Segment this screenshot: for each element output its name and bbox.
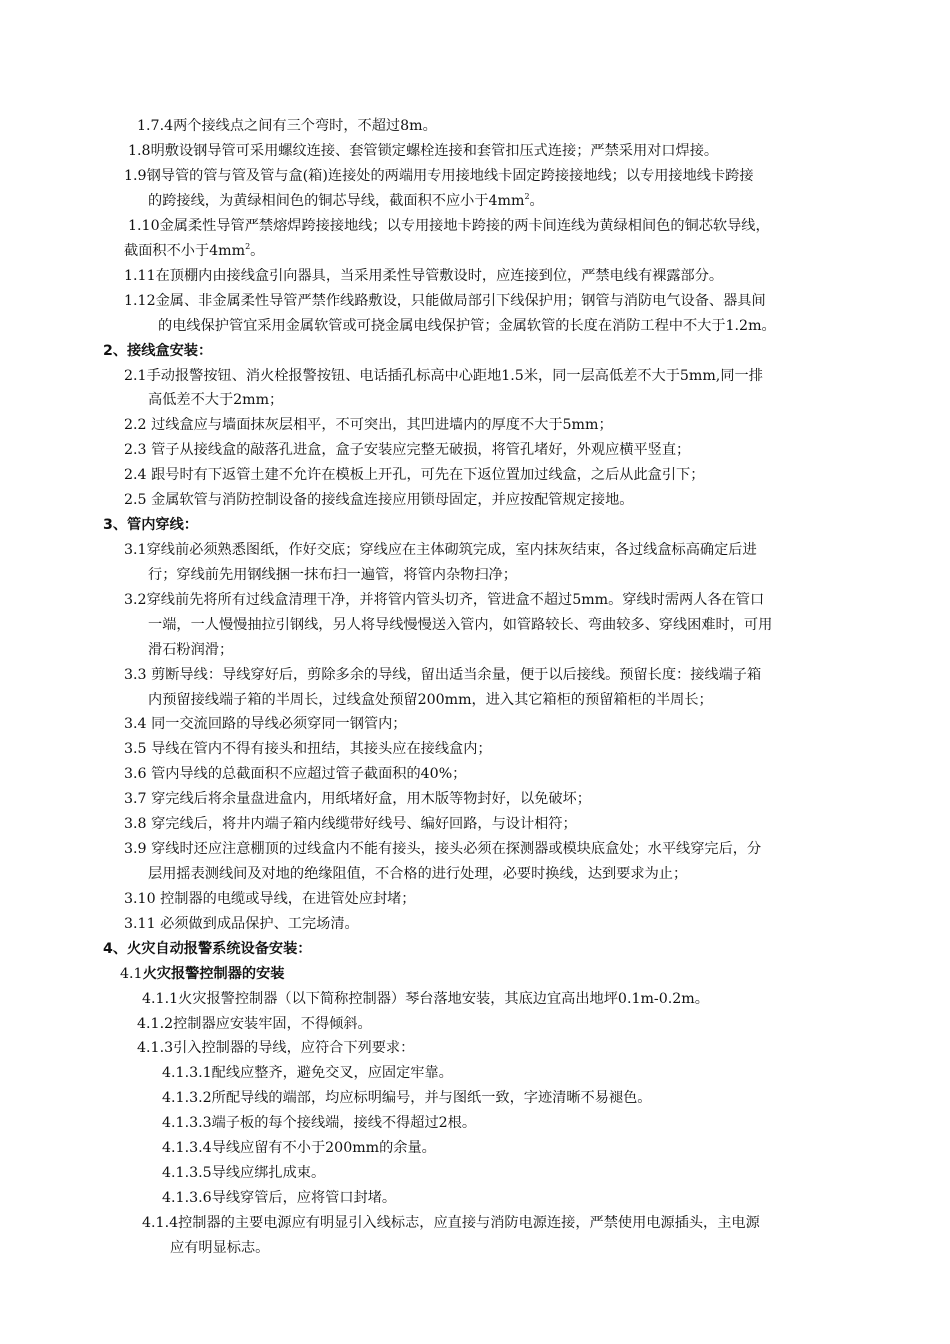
text-line: 1.12金属、非金属柔性导管严禁作线路敷设，只能做局部引下线保护用；钢管与消防电气设备、器具间 (124, 293, 766, 309)
text-line: 4.1.4控制器的主要电源应有明显引入线标志，应直接与消防电源连接，严禁使用电源插头，主电源 (142, 1215, 760, 1231)
text-line: 3.6 管内导线的总截面积不应超过管子截面积的40%； (124, 766, 467, 782)
subsection-title: 火灾报警控制器的安装 (142, 966, 285, 982)
text-line: 3.2穿线前先将所有过线盒清理干净，并将管内管头切齐，管进盒不超过5mm。穿线时需两人各在管口 (124, 592, 765, 608)
text-line: 2.5 金属软管与消防控制设备的接线盒连接应用锁母固定，并应按配管规定接地。 (124, 492, 634, 508)
text-line: 3.3 剪断导线：导线穿好后，剪除多余的导线，留出适当余量，便于以后接线。预留长度：接线端子箱 (124, 667, 762, 683)
text-line: 层用摇表测线间及对地的绝缘阻值，不合格的进行处理，必要时换线，达到要求为止； (148, 866, 688, 882)
text-line (148, 189, 544, 213)
text-line: 滑石粉润滑； (148, 642, 234, 658)
text-line: 2.2 过线盒应与墙面抹灰层相平，不可突出，其凹进墙内的厚度不大于5mm； (124, 417, 613, 433)
section-heading: 4、火灾自动报警系统设备安装： (103, 941, 312, 957)
section-heading: 3、管内穿线： (103, 517, 198, 533)
text-line: 3.9 穿线时还应注意棚顶的过线盒内不能有接头，接头必须在探测器或模块底盒处；水平线穿完后，分 (124, 841, 762, 857)
text-line: 行；穿线前先用钢线捆一抹布扫一遍管，将管内杂物扫净； (148, 567, 517, 583)
text-line: 1.11在顶棚内由接线盒引向器具，当采用柔性导管敷设时，应连接到位，严禁电线有裸露部分。 (124, 268, 724, 284)
section-heading: 2、接线盒安装： (103, 343, 213, 359)
text-line: 1.8明敷设钢导管可采用螺纹连接、套管锁定螺栓连接和套管扣压式连接；严禁采用对口焊接。 (128, 143, 719, 159)
text-line: 4.1.3引入控制器的导线，应符合下列要求： (137, 1040, 415, 1056)
text-part: 截面积不小于4mm (124, 243, 246, 259)
text-line: 4.1.3.1配线应整齐，避免交叉，应固定牢靠。 (162, 1065, 453, 1081)
text-line: 1.10金属柔性导管严禁熔焊跨接接地线；以专用接地卡跨接的两卡间连线为黄绿相间色的铜芯软导线， (128, 218, 770, 234)
text-line: 3.8 穿完线后，将井内端子箱内线缆带好线号、编好回路，与设计相符； (124, 816, 577, 832)
text-line: 2.3 管子从接线盒的敲落孔进盒，盒子安装应完整无破损，将管孔堵好，外观应横平竖直； (124, 442, 691, 458)
text-line: 4.1.3.4导线应留有不小于200mm的余量。 (162, 1140, 436, 1156)
text-line: 3.7 穿完线后将余量盘进盒内，用纸堵好盒，用木版等物封好，以免破坏； (124, 791, 591, 807)
text-line: 高低差不大于2mm； (148, 392, 284, 408)
text-line: 4.1.3.2所配导线的端部，均应标明编号，并与图纸一致，字迹清晰不易褪色。 (162, 1090, 652, 1106)
text-line: 2.1手动报警按钮、消火栓报警按钮、电话插孔标高中心距地1.5米，同一层高低差不大于5mm,同一排 (124, 368, 763, 384)
text-line: 1.7.4两个接线点之间有三个弯时，不超过8m。 (137, 118, 437, 134)
superscript: 2 (245, 242, 251, 251)
text-line: 3.5 导线在管内不得有接头和扭结，其接头应在接线盒内； (124, 741, 492, 757)
text-line: 2.4 跟号时有下返管土建不允许在模板上开孔，可先在下返位置加过线盒，之后从此盒引下； (124, 467, 705, 483)
text-line: 4.1.3.5导线应绑扎成束。 (162, 1165, 326, 1181)
text-part: 。 (250, 243, 265, 259)
text-line: 4.1.1火灾报警控制器（以下简称控制器）琴台落地安装，其底边宜高出地坪0.1m-0.2m。 (142, 991, 709, 1007)
text-line: 一端，一人慢慢抽拉引钢线，另人将导线慢慢送入管内，如管路较长、弯曲较多、穿线困难时，可用 (148, 617, 773, 633)
text-line (124, 239, 264, 263)
text-line: 4.1.3.6导线穿管后，应将管口封堵。 (162, 1190, 397, 1206)
text-line: 4.1.3.3端子板的每个接线端，接线不得超过2根。 (162, 1115, 477, 1131)
text-line: 4.1.2控制器应安装牢固，不得倾斜。 (137, 1016, 372, 1032)
subsection-number: 4.1 (120, 966, 143, 982)
superscript: 2 (524, 192, 530, 201)
text-line: 3.1穿线前必须熟悉图纸，作好交底；穿线应在主体砌筑完成，室内抹灰结束，各过线盒标高确定后进 (124, 542, 757, 558)
subsection-heading (120, 962, 284, 986)
text-line: 1.9钢导管的管与管及管与盒(箱)连接处的两端用专用接地线卡固定跨接接地线；以专用接地线卡跨接 (124, 168, 754, 184)
text-part: 的跨接线，为黄绿相间色的铜芯导线，截面积不应小于4mm (148, 193, 525, 209)
text-line: 3.11 必须做到成品保护、工完场清。 (124, 916, 359, 932)
text-line: 应有明显标志。 (170, 1240, 270, 1256)
text-line: 内预留接线端子箱的半周长，过线盒处预留200mm，进入其它箱柜的预留箱柜的半周长； (148, 692, 713, 708)
text-part: 。 (529, 193, 544, 209)
text-line: 3.10 控制器的电缆或导线，在进管处应封堵； (124, 891, 416, 907)
text-line: 的电线保护管宜采用金属软管或可挠金属电线保护管；金属软管的长度在消防工程中不大于1.2m。 (158, 318, 776, 334)
text-line: 3.4 同一交流回路的导线必须穿同一钢管内； (124, 716, 407, 732)
